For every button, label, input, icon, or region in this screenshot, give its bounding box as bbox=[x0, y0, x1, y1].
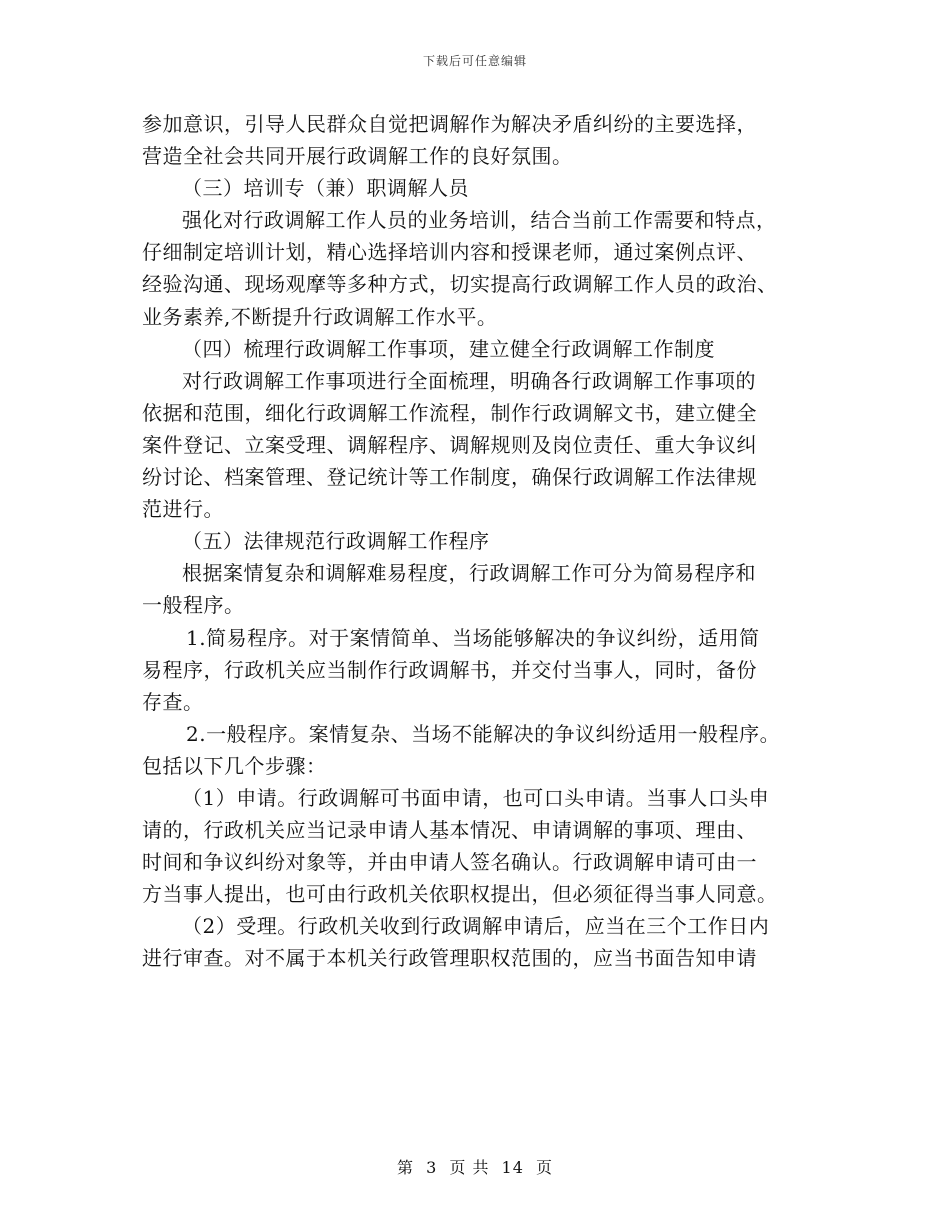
text-line: 易程序，行政机关应当制作行政调解书，并交付当事人，同时，备份 bbox=[142, 657, 757, 682]
document-body bbox=[142, 108, 812, 975]
header-note: 下载后可任意编辑 bbox=[422, 54, 527, 68]
current-page-number: 3 bbox=[426, 1158, 438, 1177]
page-footer bbox=[0, 1155, 950, 1178]
total-pages-number: 14 bbox=[501, 1158, 524, 1177]
text-line: 仔细制定培训计划，精心选择培训内容和授课老师，通过案例点评、 bbox=[142, 240, 757, 265]
text-line: 对行政调解工作事项进行全面梳理，明确各行政调解工作事项的 bbox=[182, 368, 756, 393]
text-line: 方当事人提出，也可由行政机关依职权提出，但必须征得当事人同意。 bbox=[142, 882, 778, 907]
text-line: 根据案情复杂和调解难易程度，行政调解工作可分为简易程序和 bbox=[182, 561, 756, 586]
text-line: 2.一般程序。案情复杂、当场不能解决的争议纠纷适用一般程序。 bbox=[186, 721, 781, 746]
text-line: 范进行。 bbox=[142, 497, 224, 522]
footer-suffix: 页 bbox=[536, 1158, 554, 1177]
text-line: 经验沟通、现场观摩等多种方式，切实提高行政调解工作人员的政治、 bbox=[142, 272, 778, 297]
text-line: （四）梳理行政调解工作事项，建立健全行政调解工作制度 bbox=[182, 336, 715, 361]
text-line: 请的，行政机关应当记录申请人基本情况、申请调解的事项、理由、 bbox=[142, 818, 757, 843]
text-line: 时间和争议纠纷对象等，并由申请人签名确认。行政调解申请可由一 bbox=[142, 850, 757, 875]
text-line: 案件登记、立案受理、调解程序、调解规则及岗位责任、重大争议纠 bbox=[142, 432, 757, 457]
text-line: （三）培训专（兼）职调解人员 bbox=[182, 176, 469, 201]
text-line: 业务素养,不断提升行政调解工作水平。 bbox=[142, 304, 498, 329]
text-line: 营造全社会共同开展行政调解工作的良好氛围。 bbox=[142, 144, 573, 169]
text-line: 纷讨论、档案管理、登记统计等工作制度，确保行政调解工作法律规 bbox=[142, 465, 757, 490]
text-line: 存查。 bbox=[142, 689, 204, 714]
footer-middle: 页 共 bbox=[449, 1158, 490, 1177]
footer-prefix: 第 bbox=[396, 1158, 414, 1177]
text-line: 依据和范围，细化行政调解工作流程，制作行政调解文书，建立健全 bbox=[142, 400, 757, 425]
text-line: （2）受理。行政机关收到行政调解申请后，应当在三个工作日内 bbox=[182, 914, 770, 939]
text-line: 强化对行政调解工作人员的业务培训，结合当前工作需要和特点， bbox=[182, 208, 777, 233]
text-line: 包括以下几个步骤： bbox=[142, 753, 327, 778]
text-line: 一般程序。 bbox=[142, 593, 245, 618]
text-line: 进行审查。对不属于本机关行政管理职权范围的，应当书面告知申请 bbox=[142, 946, 757, 971]
text-line: 1.简易程序。对于案情简单、当场能够解决的争议纠纷，适用简 bbox=[186, 625, 760, 650]
text-line: 参加意识，引导人民群众自觉把调解作为解决矛盾纠纷的主要选择， bbox=[142, 112, 757, 136]
text-line: （1）申请。行政调解可书面申请，也可口头申请。当事人口头申 bbox=[182, 785, 770, 810]
text-line: （五）法律规范行政调解工作程序 bbox=[182, 529, 490, 554]
